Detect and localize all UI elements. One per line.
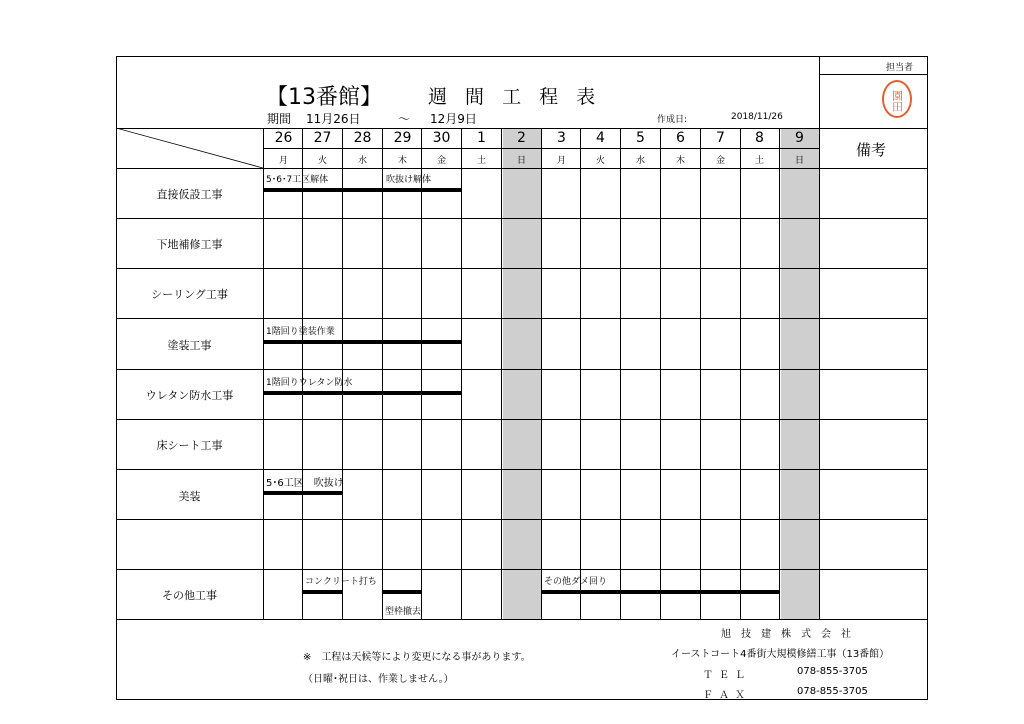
date-cell: 3 xyxy=(557,130,566,146)
schedule-note: 5･6･7工区解体 xyxy=(266,175,329,185)
schedule-bar xyxy=(263,391,461,395)
date-cell: 30 xyxy=(432,130,451,146)
schedule-bar xyxy=(263,340,461,344)
fax-label: ＦＡＸ xyxy=(703,690,751,701)
grid-line xyxy=(116,419,928,420)
grid-line xyxy=(501,128,502,619)
grid-line xyxy=(263,128,264,619)
grid-line xyxy=(116,318,928,319)
page-subtitle: 週 間 工 程 表 xyxy=(428,86,602,108)
person-box-left xyxy=(819,56,820,129)
grid-line xyxy=(116,218,928,219)
category-label: 美装 xyxy=(178,490,201,503)
weekday-cell: 日 xyxy=(516,156,526,166)
date-cell: 1 xyxy=(477,130,486,146)
category-label: シーリング工事 xyxy=(151,288,228,301)
schedule-note: その他ダメ回り xyxy=(544,577,608,587)
created-date: 2018/11/26 xyxy=(731,112,783,122)
grid-line xyxy=(116,569,928,570)
grid-line xyxy=(116,469,928,470)
weekday-cell: 日 xyxy=(794,156,804,166)
grid-line xyxy=(302,128,303,619)
schedule-bar xyxy=(263,491,342,495)
date-cell: 6 xyxy=(676,130,685,146)
weekday-cell: 金 xyxy=(436,156,446,166)
fax-number: 078-855-3705 xyxy=(797,686,868,697)
created-label: 作成日: xyxy=(657,115,688,125)
grid-line xyxy=(819,128,820,619)
footer-notice: ※ 工程は天候等により変更になる事があります。 xyxy=(303,652,531,663)
weekday-cell: 木 xyxy=(675,156,685,166)
schedule-bar xyxy=(302,590,342,594)
category-label: 塗装工事 xyxy=(167,339,212,352)
schedule-note: 1階回りウレタン防水 xyxy=(266,378,353,388)
seal-stamp-text: 園田 xyxy=(890,89,904,112)
grid-line xyxy=(620,128,621,619)
category-label: 下地補修工事 xyxy=(156,238,223,251)
category-label: ウレタン防水工事 xyxy=(145,389,234,402)
schedule-bar xyxy=(382,590,421,594)
remarks-header: 備考 xyxy=(856,141,887,159)
project-name: イーストコート4番街大規模修繕工事（13番館） xyxy=(671,649,890,660)
grid-line xyxy=(461,128,462,619)
date-cell: 26 xyxy=(274,130,293,146)
weekday-cell: 火 xyxy=(317,156,327,166)
company-name: 旭 技 建 株 式 会 社 xyxy=(721,629,851,640)
period-tilde: ～ xyxy=(398,112,411,126)
date-cell: 27 xyxy=(313,130,332,146)
grid-line xyxy=(116,268,928,269)
category-label: 直接仮設工事 xyxy=(156,188,223,201)
weekday-cell: 水 xyxy=(635,156,645,166)
period-label: 期間 xyxy=(267,112,292,126)
schedule-bar xyxy=(541,590,779,594)
schedule-note: 5･6工区 吹抜け xyxy=(266,478,344,489)
weekday-cell: 金 xyxy=(715,156,725,166)
grid-line xyxy=(116,519,928,520)
page-title: 【13番館】 xyxy=(266,85,382,110)
grid-line xyxy=(700,128,701,619)
date-cell: 7 xyxy=(716,130,725,146)
person-box-divider xyxy=(819,74,928,75)
period-end: 12月9日 xyxy=(430,112,477,126)
grid-line xyxy=(116,369,928,370)
person-label: 担当者 xyxy=(886,63,914,73)
schedule-note: 1階回り塗装作業 xyxy=(266,327,335,337)
weekday-cell: 木 xyxy=(397,156,407,166)
seal-stamp xyxy=(882,80,912,118)
schedule-note: コンクリート打ち xyxy=(305,577,377,587)
date-cell: 4 xyxy=(596,130,605,146)
footer-notice-2: （日曜･祝日は、作業しません。） xyxy=(303,674,454,685)
tel-label: ＴＥＬ xyxy=(703,670,751,681)
grid-line xyxy=(382,128,383,619)
period-start: 11月26日 xyxy=(306,112,361,126)
weekday-cell: 土 xyxy=(754,156,764,166)
grid-line xyxy=(421,128,422,619)
category-label: その他工事 xyxy=(162,589,217,602)
grid-line xyxy=(740,128,741,619)
date-cell: 9 xyxy=(795,130,804,146)
header-diagonal xyxy=(116,128,263,168)
schedule-note: 吹抜け解体 xyxy=(386,175,432,185)
grid-line xyxy=(116,619,928,620)
date-cell: 5 xyxy=(636,130,645,146)
weekday-cell: 月 xyxy=(556,156,566,166)
grid-line xyxy=(116,168,928,169)
grid-line xyxy=(660,128,661,619)
weekday-cell: 月 xyxy=(278,156,288,166)
weekday-cell: 水 xyxy=(357,156,367,166)
date-cell: 28 xyxy=(353,130,372,146)
schedule-note: 型枠撤去 xyxy=(385,607,422,617)
grid-line xyxy=(342,128,343,619)
weekday-cell: 火 xyxy=(595,156,605,166)
category-label: 床シート工事 xyxy=(156,439,223,452)
tel-number: 078-855-3705 xyxy=(797,666,868,677)
weekday-cell: 土 xyxy=(476,156,486,166)
grid-line xyxy=(541,128,542,619)
grid-line xyxy=(779,128,780,619)
date-cell: 8 xyxy=(755,130,764,146)
date-cell: 29 xyxy=(393,130,412,146)
schedule-bar xyxy=(263,188,461,192)
date-cell: 2 xyxy=(517,130,526,146)
grid-line xyxy=(580,128,581,619)
